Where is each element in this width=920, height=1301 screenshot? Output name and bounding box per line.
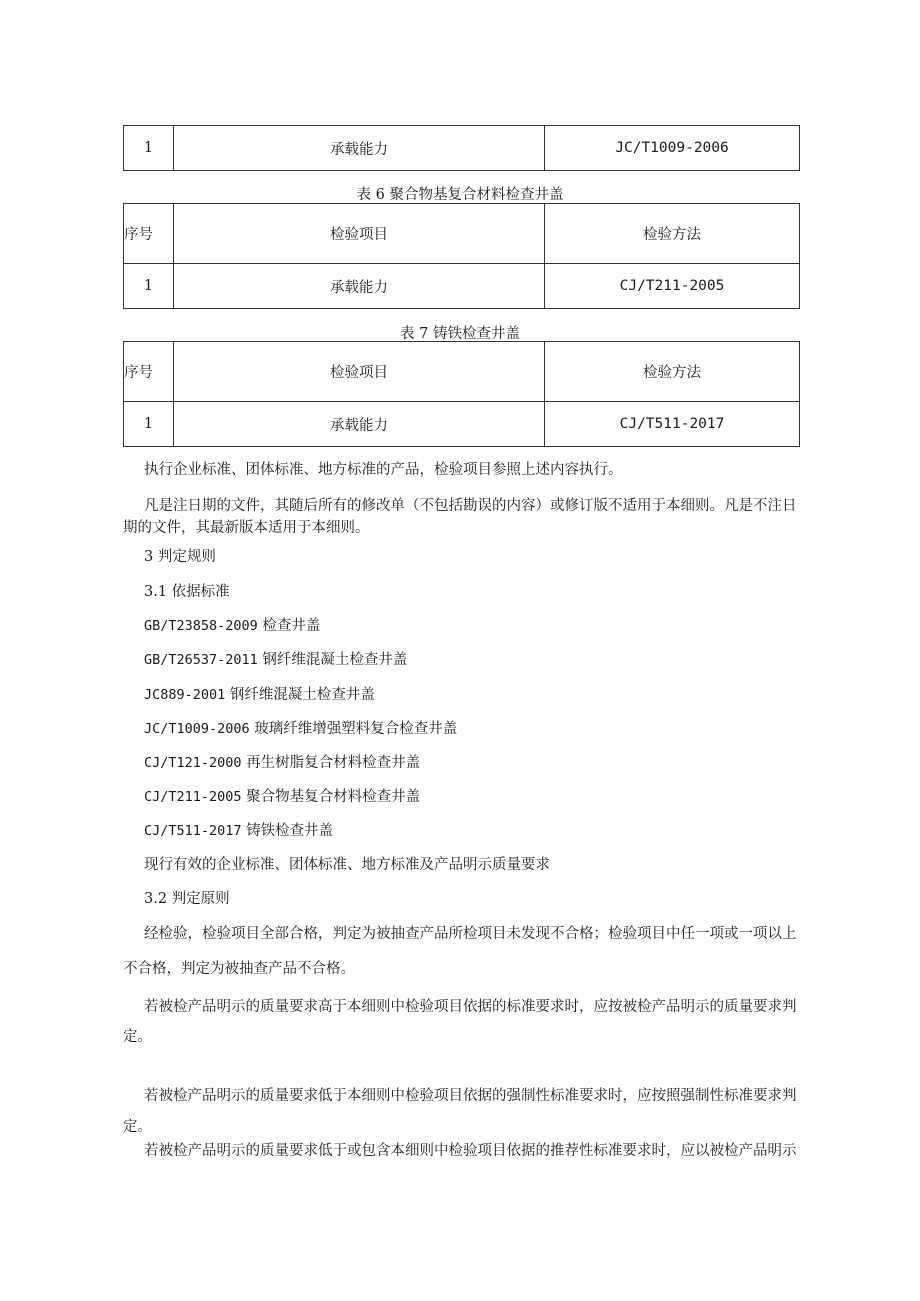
section-heading-3: 3 判定规则 xyxy=(144,549,216,565)
header-item: 检验项目 xyxy=(174,204,545,264)
header-method: 检验方法 xyxy=(545,342,800,402)
paragraph-dated-docs-line2: 期的文件，其最新版本适用于本细则。 xyxy=(123,520,370,536)
cell-item: 承载能力 xyxy=(174,402,545,447)
table-row xyxy=(124,264,800,309)
table-6-caption: 表 6 聚合物基复合材料检查井盖 xyxy=(356,187,564,203)
cell-no: 1 xyxy=(124,402,174,447)
standard-item xyxy=(144,717,834,738)
standard-name: 检查井盖 xyxy=(257,618,321,634)
standard-name: 再生树脂复合材料检查井盖 xyxy=(241,755,421,771)
cell-item: 承载能力 xyxy=(174,264,545,309)
header-no: 序号 xyxy=(124,342,174,402)
standard-item xyxy=(144,614,834,635)
standard-code: CJ/T121-2000 xyxy=(144,755,242,771)
header-method: 检验方法 xyxy=(545,204,800,264)
standard-name: 钢纤维混凝土检查井盖 xyxy=(225,687,375,703)
table-7-caption: 表 7 铸铁检查井盖 xyxy=(400,326,520,342)
table-header-row xyxy=(124,204,800,264)
standard-note: 现行有效的企业标准、团体标准、地方标准及产品明示质量要求 xyxy=(144,857,550,873)
standard-code: JC/T1009-2006 xyxy=(144,721,250,737)
standard-item xyxy=(144,751,834,772)
standard-code: CJ/T511-2017 xyxy=(144,823,242,839)
standard-name: 聚合物基复合材料检查井盖 xyxy=(241,789,421,805)
standard-item xyxy=(144,648,834,669)
header-no: 序号 xyxy=(124,204,174,264)
header-item: 检验项目 xyxy=(174,342,545,402)
standard-item xyxy=(144,683,834,704)
paragraph-enterprise-standards: 执行企业标准、团体标准、地方标准的产品，检验项目参照上述内容执行。 xyxy=(144,462,623,478)
standard-name: 玻璃纤维增强塑料复合检查井盖 xyxy=(249,721,458,737)
table-row xyxy=(124,402,800,447)
cell-no: 1 xyxy=(124,126,174,171)
standard-code: GB/T26537-2011 xyxy=(144,652,258,668)
cell-method: CJ/T511-2017 xyxy=(545,402,800,447)
paragraph-judgement-line1: 经检验，检验项目全部合格，判定为被抽查产品所检项目未发现不合格；检验项目中任一项或一项以上 xyxy=(144,926,797,942)
standard-item xyxy=(144,785,834,806)
table-row xyxy=(124,126,800,171)
paragraph-mandatory-line2: 定。 xyxy=(123,1119,152,1135)
section-heading-3-2: 3.2 判定原则 xyxy=(144,891,230,907)
standard-item xyxy=(144,819,834,840)
cell-method: JC/T1009-2006 xyxy=(545,126,800,171)
standard-name: 铸铁检查井盖 xyxy=(241,823,334,839)
paragraph-judgement-line2: 不合格，判定为被抽查产品不合格。 xyxy=(123,961,355,977)
table-7 xyxy=(123,341,800,447)
cell-no: 1 xyxy=(124,264,174,309)
table-header-row xyxy=(124,342,800,402)
table-5-tail xyxy=(123,125,800,171)
standard-code: JC889-2001 xyxy=(144,687,226,703)
paragraph-higher-req-line1: 若被检产品明示的质量要求高于本细则中检验项目依据的标准要求时，应按被检产品明示的质量要求判 xyxy=(144,999,797,1015)
standard-code: CJ/T211-2005 xyxy=(144,789,242,805)
paragraph-dated-docs-line1: 凡是注日期的文件，其随后所有的修改单（不包括勘误的内容）或修订版不适用于本细则。凡是不注日 xyxy=(144,498,797,514)
standard-code: GB/T23858-2009 xyxy=(144,618,258,634)
paragraph-mandatory-line1: 若被检产品明示的质量要求低于本细则中检验项目依据的强制性标准要求时，应按照强制性标准要求判 xyxy=(144,1088,797,1104)
cell-item: 承载能力 xyxy=(174,126,545,171)
paragraph-recommended-line1: 若被检产品明示的质量要求低于或包含本细则中检验项目依据的推荐性标准要求时，应以被检产品明示 xyxy=(144,1143,797,1159)
section-heading-3-1: 3.1 依据标准 xyxy=(144,584,230,600)
standard-name: 钢纤维混凝土检查井盖 xyxy=(257,652,408,668)
cell-method: CJ/T211-2005 xyxy=(545,264,800,309)
paragraph-higher-req-line2: 定。 xyxy=(123,1029,152,1045)
table-6 xyxy=(123,203,800,309)
